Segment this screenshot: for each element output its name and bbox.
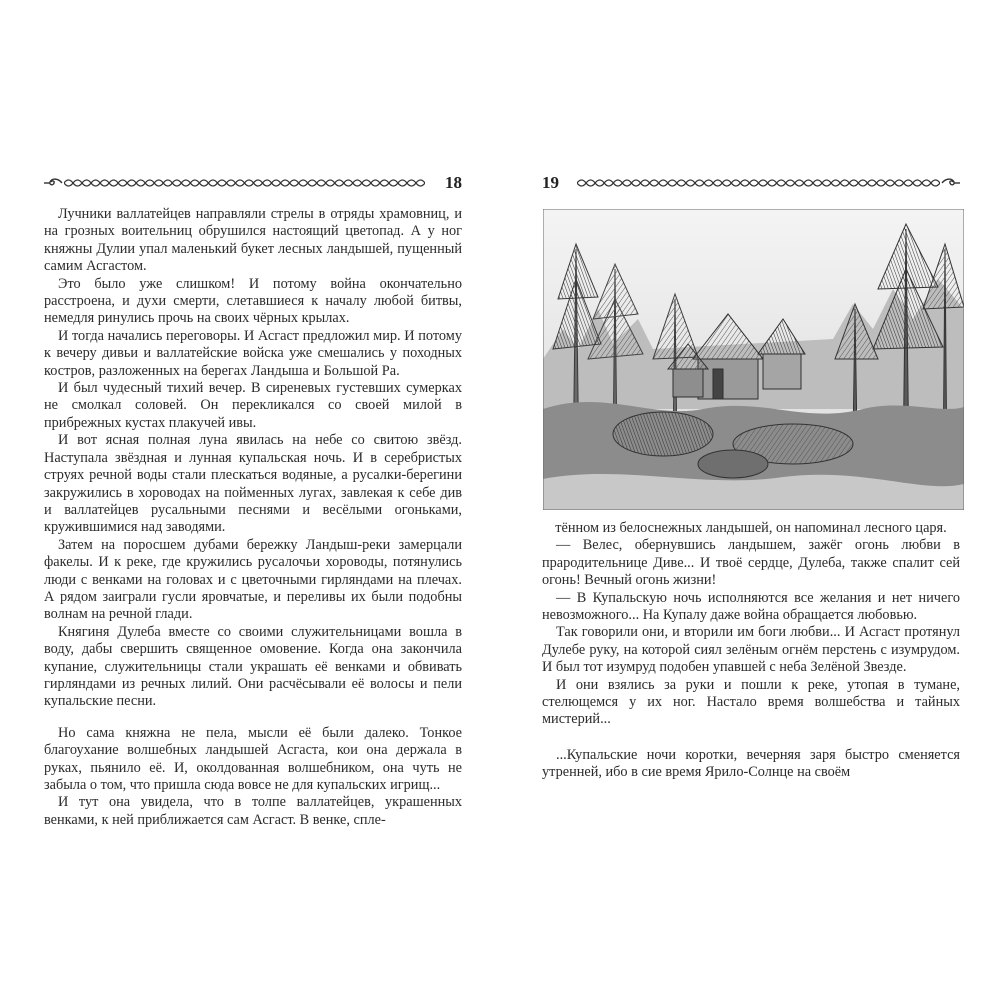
- paragraph: И вот ясная полная луна явилась на небе со свитою звёзд. Наступала звёздная и лунная купальская ночь. И в серебристых струях речной воды стали плескаться водяные, а русалки-берегини закружились в хороводах на пойменных лугах, завлекая к себе див и валлатейцев русальными песнями и весёлыми огоньками, кружившимися над заводями.: [44, 432, 462, 536]
- paragraph: тённом из белоснежных ландышей, он напоминал лесного царя.: [555, 520, 947, 536]
- paragraph: — В Купальскую ночь исполняются все желания и нет ничего невозможного... На Купалу даже война обращается любовью.: [542, 589, 960, 624]
- paragraph: Княгиня Дулеба вместе со своими служительницами вошла в воду, дабы свершить священное омовение. Когда она закончила купание, служительницы стали украшать её венками и обвивать гирляндами из речных лилий. Они расчёсывали её волосы и пели купальские песни.: [44, 623, 462, 710]
- ornament-curl-icon: [940, 176, 960, 190]
- ornament-curl-icon: [44, 176, 64, 190]
- forest-village-illustration: [543, 209, 964, 510]
- page-number: 19: [542, 173, 559, 192]
- paragraph: Но сама княжна не пела, мысли её были далеко. Тонкое благоухание волшебных ландышей Асгаста, кои она держала в руках, пьянило её. И, околдованная волшебником, она чуть не забыла о том, что пришла сюда вовсе не для купальских игрищ...: [44, 724, 462, 793]
- right-page: [500, 0, 1000, 1000]
- left-page-header: [44, 172, 462, 194]
- right-text-column: [542, 520, 960, 782]
- paragraph: ...Купальские ночи коротки, вечерняя заря быстро сменяется утренней, ибо в сие время Ярило-Солнце на своём: [542, 746, 960, 781]
- paragraph: И был чудесный тихий вечер. В сиреневых густевших сумерках не смолкал соловей. Он перекликался со своей милой в прибрежных кустах плакучей ивы.: [44, 380, 462, 431]
- paragraph: Затем на поросшем дубами бережку Ландыш-реки замерцали факелы. И к реке, где кружились русалочьи хороводы, потянулись люди с венками на головах и с цветочными гирляндами на плечах. А рядом заиграли гусли яровчатые, и переливы их были подобны волнам на речной глади.: [44, 536, 462, 623]
- right-page-header: [542, 172, 960, 194]
- paragraph: Лучники валлатейцев направляли стрелы в отряды храмовниц, и на грозных воительниц обрушился настоящий цветопад. А у ног княжны Дулии упал маленький букет лесных ландышей, пущенный самим Асгастом.: [44, 206, 462, 275]
- header-ornament: [64, 176, 425, 190]
- header-ornament: [577, 176, 940, 190]
- paragraph: — Велес, обернувшись ландышем, зажёг огонь любви в прародительнице Диве... И твоё сердце, Дулеба, также спалит сей огонь! Вечный огонь жизни!: [542, 537, 960, 589]
- paragraph: Это было уже слишком! И потому война окончательно расстроена, и духи смерти, слетавшиеся к началу любой битвы, немедля ринулись прочь на своих чёрных крылах.: [44, 275, 462, 327]
- paragraph: Так говорили они, и вторили им боги любви... И Асгаст протянул Дулебе руку, на которой сиял зелёным огнём перстень с изумрудом. И был тот изумруд подобен упавшей с неба Зелёной Звезде.: [542, 624, 960, 676]
- paragraph: И тут она увидела, что в толпе валлатейцев, украшенных венками, к ней приближается сам Асгаст. В венке, спле-: [44, 794, 462, 828]
- left-text-column: [44, 206, 462, 829]
- page-number: 18: [445, 173, 462, 192]
- paragraph: И они взялись за руки и пошли к реке, утопая в тумане, стелющемся у их ног. Настало время волшебства и тайных мистерий...: [542, 676, 960, 728]
- paragraph: И тогда начались переговоры. И Асгаст предложил мир. И потому к вечеру дивьи и валлатейские войска уже смешались у походных костров, разложенных на берегах Ландыша и Большой Ра.: [44, 327, 462, 379]
